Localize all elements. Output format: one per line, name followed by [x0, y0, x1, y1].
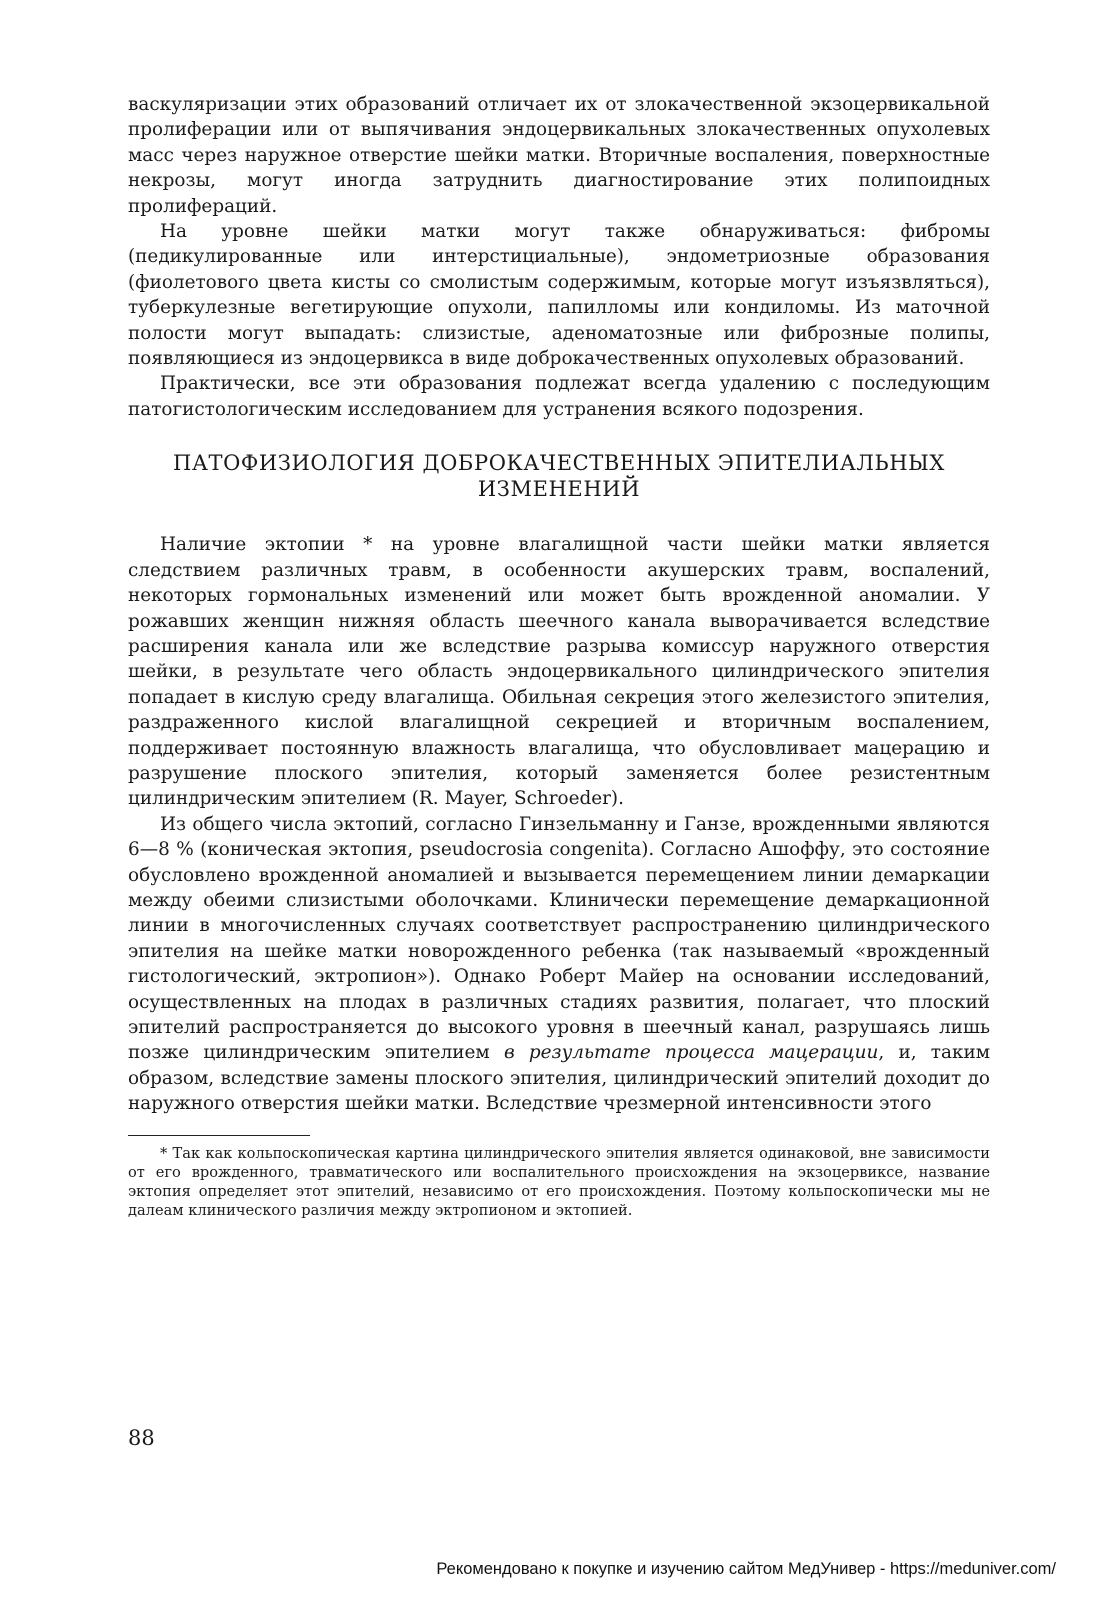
paragraph-congenital-text-b: , и, таким образом, вследствие замены плоского эпителия, цилиндрический эпителий доходит до наружного отверстия шейки матки. Вследствие чрезмерной интенсивности этого — [128, 1042, 990, 1115]
footnote-divider — [128, 1135, 310, 1136]
paragraph-congenital-text-a: Из общего числа эктопий, согласно Гинзельманну и Ганзе, врожденными являются 6—8 % (коническая эктопия, pseudocrosia congenita). Согласно Ашоффу, это состояние обусловлено врожденной аномалией и вызывается перемещением линии демаркации между обеими слизистыми оболочками. Клинически перемещение демаркационной линии в многочисленных случаях соответствует распространению цилиндрического эпителия на шейке матки новорожденного ребенка (так называемый «врожденный гистологический, эктропион»). Однако Роберт Майер на основании исследований, осуществленных на плодах в различных стадиях развития, полагает, что плоский эпителий распространяется до высокого уровня в шеечный канал, разрушаясь лишь позже цилиндрическим эпителием — [128, 813, 990, 1064]
paragraph-cervix-formations: На уровне шейки матки могут также обнаруживаться: фибромы (педикулированные или интерстициальные), эндометриозные образования (фиолетового цвета кисты со смолистым содержимым, которые могут изъязвляться), туберкулезные вегетирующие опухоли, папилломы или кондиломы. Из маточной полости могут выпадать: слизистые, аденоматозные или фиброзные полипы, появляющиеся из эндоцервикса в виде доброкачественных опухолевых образований. — [128, 221, 990, 370]
paragraph-congenital-ectopia — [128, 812, 990, 1117]
paragraph-removal: Практически, все эти образования подлежат всегда удалению с последующим патогистологическим исследованием для устранения всякого подозрения. — [128, 373, 990, 420]
section-heading-line2: ИЗМЕНЕНИЙ — [477, 477, 641, 502]
page-number: 88 — [128, 1426, 155, 1450]
section-heading — [128, 450, 990, 502]
italic-phrase: в результате процесса мацерации — [503, 1042, 879, 1064]
footnote: * Так как кольпоскопическая картина цилиндрического эпителия является одинаковой, вне зависимости от его врожденного, травматического или воспалительного происхождения на экзоцервиксе, название эктопия определяет этот эпителий, независимо от его происхождения. Поэтому кольпоскопически мы не далеам клинического различия между эктропионом и эктопией. — [128, 1144, 990, 1219]
paragraph-vascularization: васкуляризации этих образований отличает их от злокачественной экзоцервикальной пролиферации или от выпячивания эндоцервикальных злокачественных опухолевых масс через наружное отверстие шейки матки. Вторичные воспаления, поверхностные некрозы, могут иногда затруднить диагностирование этих полипоидных пролифераций. — [128, 94, 990, 217]
section-heading-line1: ПАТОФИЗИОЛОГИЯ ДОБРОКАЧЕСТВЕННЫХ ЭПИТЕЛИАЛЬНЫХ — [173, 451, 945, 476]
paragraph-ectopia: Наличие эктопии * на уровне влагалищной части шейки матки является следствием различных травм, в особенности акушерских травм, воспалений, некоторых гормональных изменений или может быть врожденной аномалии. У рожавших женщин нижняя область шеечного канала выворачивается вследствие расширения канала или же вследствие разрыва комиссур наружного отверстия шейки, в результате чего область эндоцервикального цилиндрического эпителия попадает в кислую среду влагалища. Обильная секреция этого железистого эпителия, раздраженного кислой влагалищной секрецией и вторичным воспалением, поддерживает постоянную влажность влагалища, что обусловливает мацерацию и разрушение плоского эпителия, который заменяется более резистентным цилиндрическим эпителием (R. Mayer, Schroeder). — [128, 534, 990, 810]
page-body — [128, 92, 990, 1220]
watermark-text: Рекомендовано к покупке и изучению сайтом МедУнивер - https://meduniver.com/ — [436, 1560, 1056, 1578]
